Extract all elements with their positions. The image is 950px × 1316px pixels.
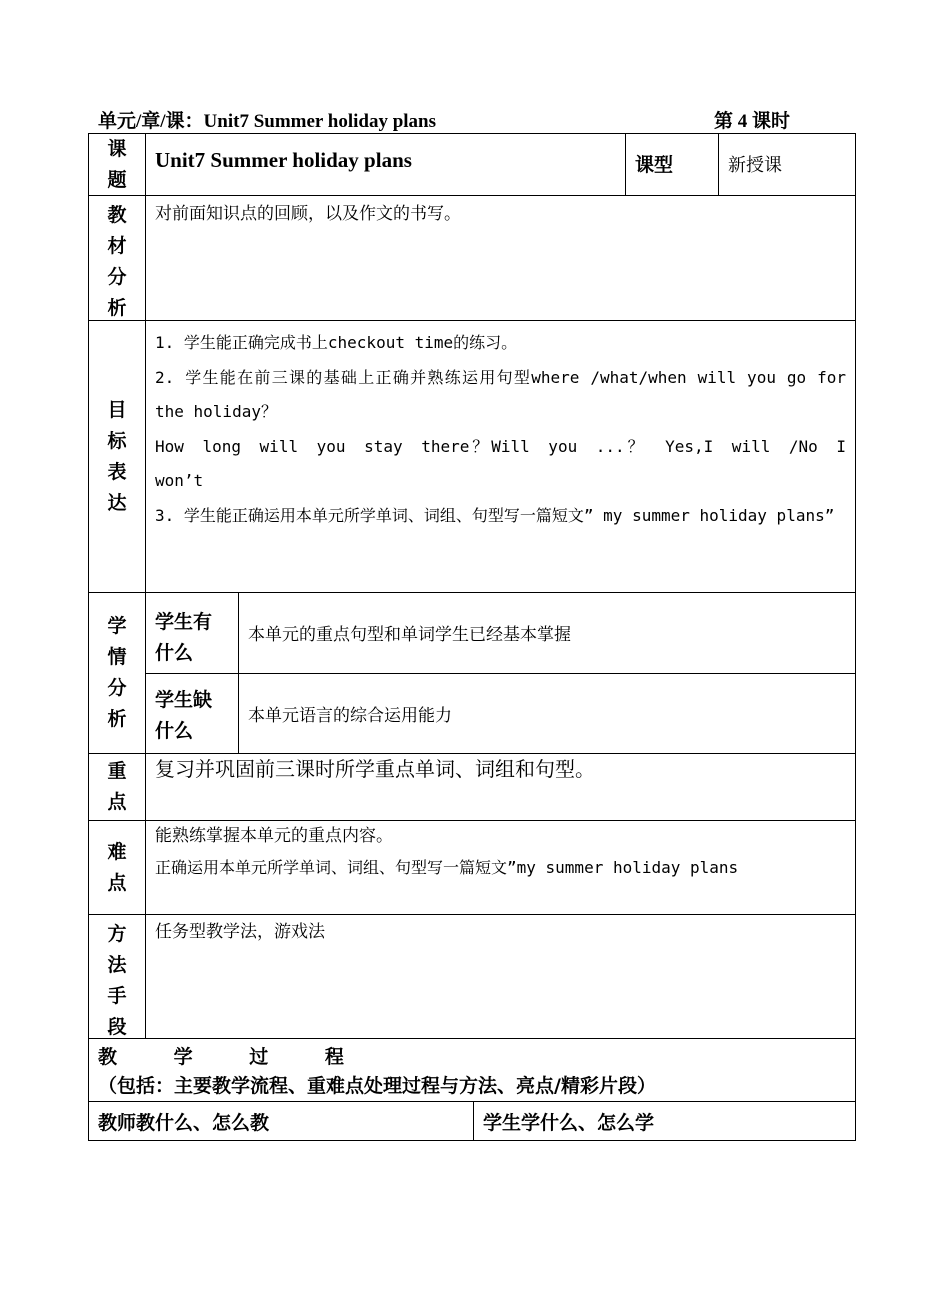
page-header — [98, 106, 790, 134]
process-row — [88, 1039, 856, 1102]
learner-have-value: 本单元的重点句型和单词学生已经基本掌握 — [238, 593, 855, 674]
unit-heading: 单元/章/课：Unit7 Summer holiday plans — [98, 111, 437, 132]
goal-item: How long will you stay there？Will you ...？ Yes,I will /No I won’t — [155, 436, 846, 490]
method-label: 方法手段 — [107, 923, 127, 1038]
difficulty-label: 难点 — [107, 840, 127, 894]
process-title: 教 学 过 程 — [98, 1046, 346, 1068]
goals-label: 目标表达 — [107, 398, 127, 514]
difficulty-row — [88, 821, 856, 915]
difficulty-item: 正确运用本单元所学单词、词组、句型写一篇短文”my summer holiday plans — [155, 858, 739, 877]
method-value: 任务型教学法，游戏法 — [145, 915, 855, 1038]
title-label: 课题 — [107, 137, 127, 191]
teacher-column-header: 教师教什么、怎么教 — [98, 1112, 270, 1134]
lesson-plan-table — [88, 133, 856, 1141]
method-row — [88, 915, 856, 1039]
learner-lack-label: 学生缺什么 — [145, 674, 238, 753]
process-note: （包括：主要教学流程、重难点处理过程与方法、亮点/精彩片段） — [98, 1075, 656, 1097]
material-label: 教材分析 — [107, 204, 127, 319]
difficulty-list — [145, 821, 855, 914]
goal-item: 3. 学生能正确运用本单元所学单词、词组、句型写一篇短文” my summer holiday plans” — [155, 505, 835, 525]
key-value: 复习并巩固前三课时所学重点单词、词组和句型。 — [145, 754, 855, 820]
title-row — [88, 133, 856, 196]
key-label: 重点 — [107, 760, 127, 813]
type-label: 课型 — [625, 134, 718, 195]
learner-row — [88, 593, 856, 754]
title-value: Unit7 Summer holiday plans — [145, 134, 625, 195]
goals-list — [145, 321, 855, 592]
lesson-number: 第 4 课时 — [713, 111, 790, 132]
student-column-header: 学生学什么、怎么学 — [473, 1102, 855, 1140]
difficulty-item: 能熟练掌握本单元的重点内容。 — [155, 826, 393, 846]
goals-row — [88, 321, 856, 593]
learner-lack-value: 本单元语言的综合运用能力 — [238, 674, 855, 753]
material-row — [88, 196, 856, 321]
type-value: 新授课 — [718, 134, 855, 195]
learner-label: 学情分析 — [107, 615, 127, 730]
goal-item: 1. 学生能正确完成书上checkout time的练习。 — [155, 333, 518, 352]
material-value: 对前面知识点的回顾，以及作文的书写。 — [145, 196, 855, 320]
goal-item: 2. 学生能在前三课的基础上正确并熟练运用句型where /what/when will you go for the holiday？ — [155, 367, 846, 421]
learner-have-label: 学生有什么 — [145, 593, 238, 674]
key-row — [88, 754, 856, 821]
process-columns-row — [88, 1102, 856, 1141]
